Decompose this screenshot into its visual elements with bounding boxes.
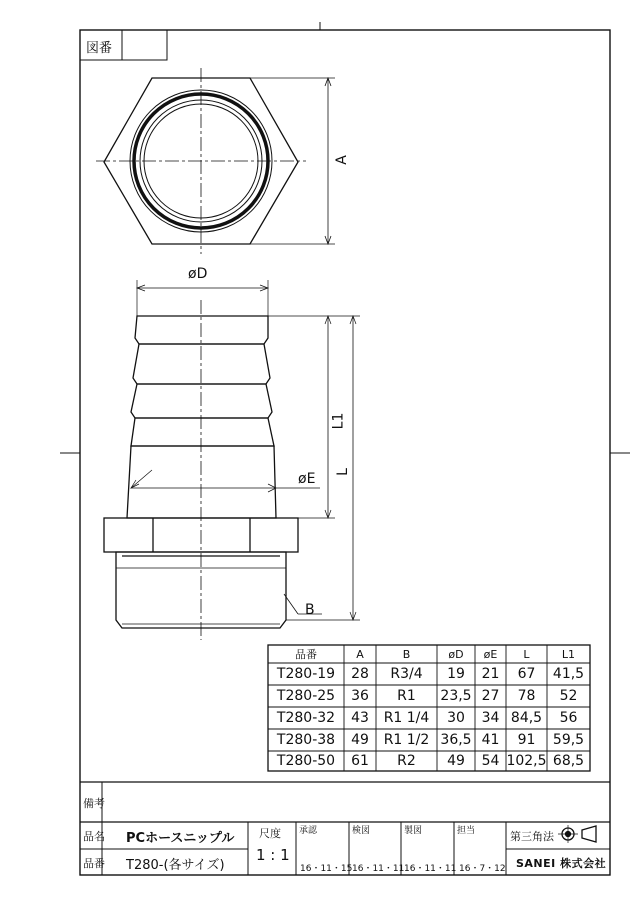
- check-date: 16・11・11: [352, 864, 405, 874]
- table-cell: 23,5: [440, 688, 472, 704]
- zuban-label: 図番: [86, 41, 113, 56]
- table-cell: 43: [351, 710, 369, 726]
- table-cell: 78: [517, 688, 536, 704]
- table-cell: 56: [559, 710, 578, 726]
- dim-b-label: B: [305, 602, 315, 618]
- table-cell: T280-32: [276, 710, 336, 726]
- table-cell: R1 1/2: [383, 732, 430, 748]
- table-cell: 36,5: [440, 732, 472, 748]
- table-cell: 36: [351, 688, 369, 704]
- table-cell: 67: [517, 666, 536, 682]
- table-cell: 84,5: [510, 710, 543, 726]
- table-cell: T280-50: [276, 753, 336, 769]
- table-cell: 19: [447, 666, 465, 682]
- biko-label: 備考: [83, 797, 105, 810]
- spec-header-l1: L1: [561, 647, 576, 661]
- table-cell: 102,5: [506, 753, 547, 769]
- dimension-d-lines: [137, 280, 268, 316]
- approval-date: 16・11・15: [300, 864, 353, 874]
- table-cell: 49: [447, 753, 465, 769]
- table-cell: T280-19: [276, 666, 336, 682]
- approval-label: 承認: [299, 826, 318, 836]
- table-cell: 30: [447, 710, 465, 726]
- table-cell: 91: [517, 732, 536, 748]
- table-cell: 27: [481, 688, 500, 704]
- dim-l-label: L: [334, 468, 351, 476]
- table-cell: 41: [481, 732, 500, 748]
- product-number: T280-(各サイズ): [126, 858, 225, 873]
- person-label: 担当: [457, 826, 476, 836]
- dim-a-label: A: [333, 155, 350, 165]
- table-cell: R2: [397, 753, 416, 769]
- table-cell: 61: [351, 753, 369, 769]
- company-name: SANEI 株式会社: [516, 857, 607, 870]
- person-date: 16・7・12: [459, 864, 506, 874]
- spec-header-b: B: [402, 647, 411, 661]
- dim-d-label: øD: [188, 266, 208, 282]
- projection-symbol-icon: [558, 825, 596, 843]
- spec-header-a: A: [356, 647, 364, 661]
- table-cell: 54: [481, 753, 500, 769]
- table-cell: R1 1/4: [383, 710, 430, 726]
- product-name: PCホースニップル: [126, 831, 235, 846]
- spec-header-d: øD: [448, 647, 464, 661]
- table-cell: R3/4: [390, 666, 423, 682]
- table-cell: T280-25: [276, 688, 336, 704]
- dim-e-label: øE: [298, 471, 316, 487]
- table-cell: 34: [481, 710, 500, 726]
- drafting-date: 16・11・11: [404, 864, 457, 874]
- table-cell: 41,5: [552, 666, 585, 682]
- table-cell: 28: [351, 666, 369, 682]
- table-cell: 68,5: [552, 753, 585, 769]
- hinmei-label: 品名: [83, 830, 105, 843]
- table-cell: T280-38: [276, 732, 336, 748]
- table-cell: 49: [351, 732, 369, 748]
- table-cell: R1: [397, 688, 416, 704]
- table-cell: 21: [481, 666, 500, 682]
- hex-top-view: [96, 68, 306, 254]
- scale-value: 1 : 1: [256, 846, 290, 864]
- drafting-label: 製図: [404, 826, 423, 836]
- table-cell: 59,5: [552, 732, 585, 748]
- leader-b: [284, 594, 322, 614]
- dim-l1-label: L1: [330, 412, 347, 430]
- projection-label: 第三角法: [510, 830, 554, 843]
- table-cell: 52: [559, 688, 578, 704]
- dimension-e-lines: [131, 470, 320, 492]
- check-label: 検図: [352, 826, 371, 836]
- spec-header-l: L: [523, 647, 530, 661]
- scale-label: 尺度: [259, 827, 281, 840]
- hinban-label: 品番: [83, 857, 105, 870]
- spec-header-part-no: 品番: [295, 648, 317, 661]
- spec-header-e: øE: [483, 647, 498, 661]
